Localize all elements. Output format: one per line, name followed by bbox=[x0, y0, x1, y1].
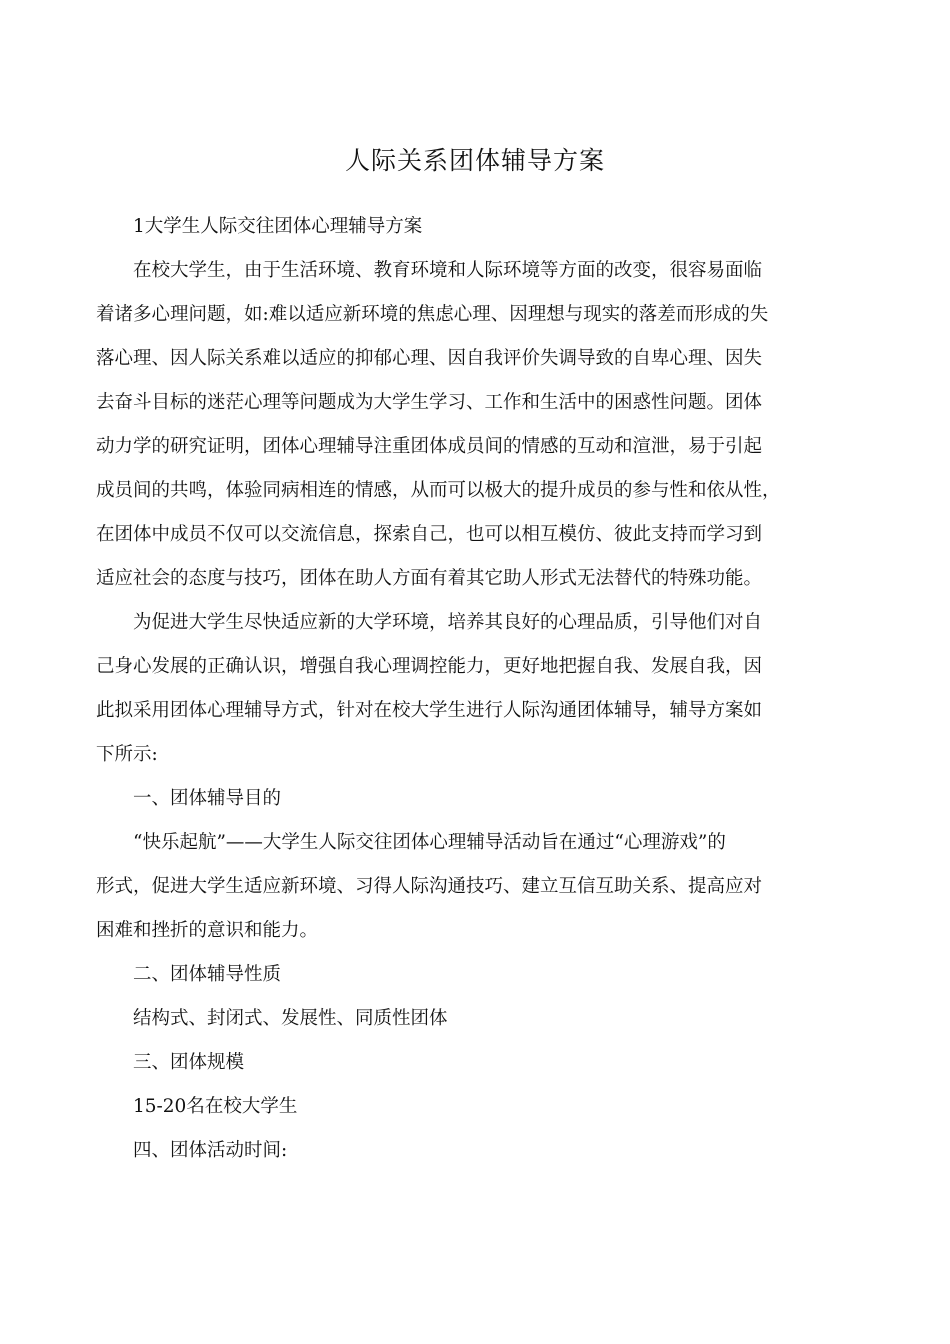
paragraph-line: 15-20名在校大学生 bbox=[133, 1096, 298, 1117]
paragraph-line: 结构式、封闭式、发展性、同质性团体 bbox=[133, 1008, 448, 1029]
paragraph-line: 适应社会的态度与技巧，团体在助人方面有着其它助人形式无法替代的特殊功能。 bbox=[96, 568, 763, 589]
section-heading: 1大学生人际交往团体心理辅导方案 bbox=[133, 216, 423, 237]
paragraph-line: 困难和挫折的意识和能力。 bbox=[96, 920, 319, 941]
paragraph-line: 此拟采用团体心理辅导方式，针对在校大学生进行人际沟通团体辅导，辅导方案如 bbox=[96, 700, 763, 721]
paragraph-line: 为促进大学生尽快适应新的大学环境，培养其良好的心理品质，引导他们对自 bbox=[133, 612, 763, 633]
section-heading: 三、团体规模 bbox=[133, 1052, 245, 1073]
paragraph-line: 动力学的研究证明，团体心理辅导注重团体成员间的情感的互动和渲泄，易于引起 bbox=[96, 436, 763, 457]
paragraph-line: 己身心发展的正确认识，增强自我心理调控能力，更好地把握自我、发展自我，因 bbox=[96, 656, 763, 677]
paragraph-line: 在团体中成员不仅可以交流信息，探索自己，也可以相互模仿、彼此支持而学习到 bbox=[96, 524, 763, 545]
section-heading: 二、团体辅导性质 bbox=[133, 964, 282, 985]
section-heading: 四、团体活动时间: bbox=[133, 1140, 288, 1161]
paragraph-line: 成员间的共鸣，体验同病相连的情感，从而可以极大的提升成员的参与性和依从性， bbox=[96, 480, 781, 501]
paragraph-line: 下所示: bbox=[96, 744, 158, 765]
document-body bbox=[96, 205, 852, 1173]
paragraph-line: 落心理、因人际关系难以适应的抑郁心理、因自我评价失调导致的自卑心理、因失 bbox=[96, 348, 763, 369]
paragraph-line: 着诸多心理问题，如:难以适应新环境的焦虑心理、因理想与现实的落差而形成的失 bbox=[96, 304, 769, 325]
section-heading: 一、团体辅导目的 bbox=[133, 788, 282, 809]
paragraph-line: 去奋斗目标的迷茫心理等问题成为大学生学习、工作和生活中的困惑性问题。团体 bbox=[96, 392, 763, 413]
paragraph-line: 形式，促进大学生适应新环境、习得人际沟通技巧、建立互信互助关系、提高应对 bbox=[96, 876, 763, 897]
paragraph-line: 在校大学生，由于生活环境、教育环境和人际环境等方面的改变，很容易面临 bbox=[133, 260, 763, 281]
document-title: 人际关系团体辅导方案 bbox=[344, 146, 605, 175]
paragraph-line: “快乐起航”——大学生人际交往团体心理辅导活动旨在通过“心理游戏”的 bbox=[133, 832, 726, 853]
